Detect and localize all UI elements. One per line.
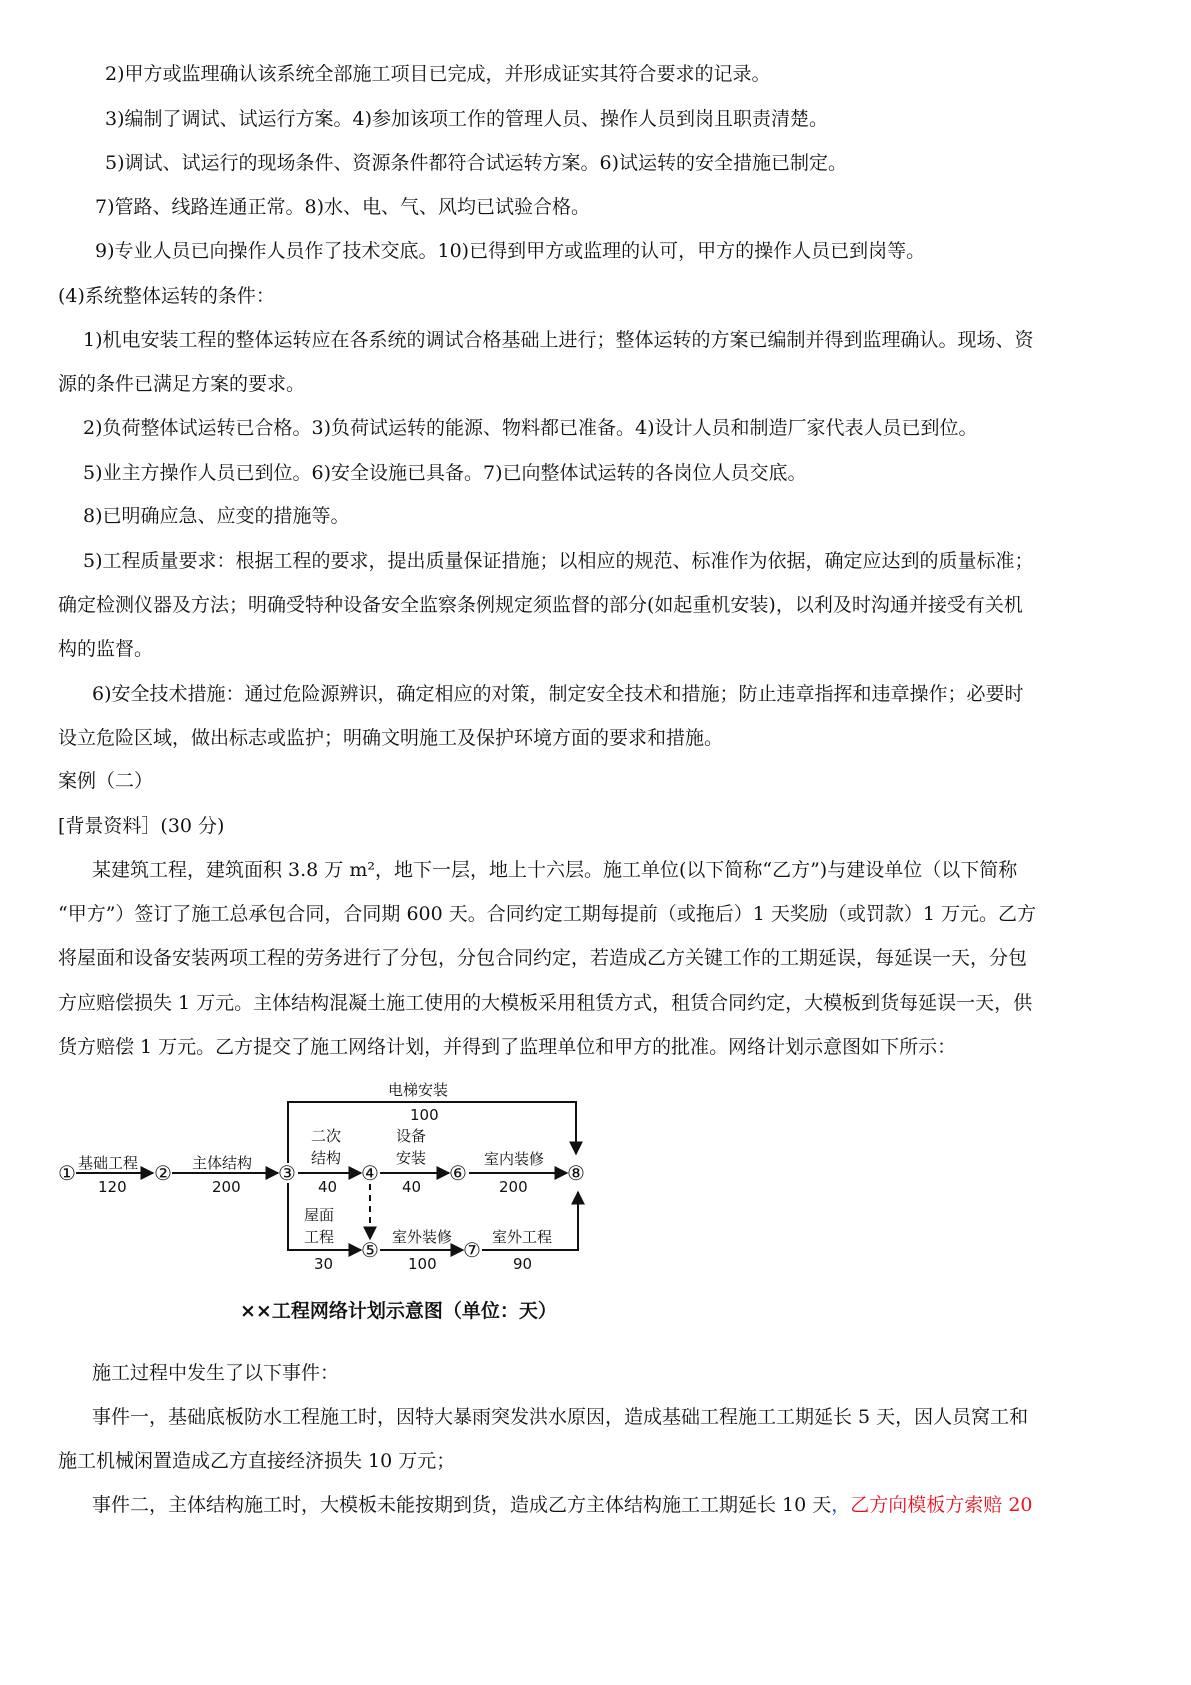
event-two-text: 事件二，主体结构施工时，大模板未能按期到货，造成乙方主体结构施工工期延长 10 天: [92, 1494, 832, 1516]
text-line: 源的条件已满足方案的要求。: [58, 373, 306, 395]
activity-duration: 200: [212, 1178, 241, 1196]
text-line: “甲方”）签订了施工总承包合同，合同期 600 天。合同约定工期每提前（或拖后）1 天奖励（或罚款）1 万元。乙方: [58, 903, 1037, 925]
text-line: 2)负荷整体试运转已合格。3)负荷试运转的能源、物料都已准备。4)设计人员和制造厂家代表人员已到位。: [83, 417, 978, 439]
text-line: 设立危险区域，做出标志或监护；明确文明施工及保护环境方面的要求和措施。: [58, 727, 724, 749]
node-1: ①: [58, 1161, 76, 1185]
activity-label: 二次: [311, 1127, 342, 1145]
node-6: ⑥: [449, 1161, 467, 1185]
text-line: 5)调试、试运行的现场条件、资源条件都符合试运转方案。6)试运转的安全措施已制定。: [105, 152, 848, 174]
diagram-caption: ××工程网络计划示意图（单位：天）: [240, 1300, 557, 1322]
activity-duration: 30: [314, 1255, 334, 1273]
text-line: 货方赔偿 1 万元。乙方提交了施工网络计划，并得到了监理单位和甲方的批准。网络计划示意图如下所示：: [58, 1036, 957, 1058]
text-line: 5)业主方操作人员已到位。6)安全设施已具备。7)已向整体试运转的各岗位人员交底。: [83, 462, 807, 484]
text-line: 6)安全技术措施：通过危险源辨识，确定相应的对策，制定安全技术和措施；防止违章指挥和违章操作；必要时: [92, 683, 1024, 705]
text-line: 9)专业人员已向操作人员作了技术交底。10)已得到甲方或监理的认可，甲方的操作人员已到岗等。: [95, 240, 926, 262]
text-line: 某建筑工程，建筑面积 3.8 万 m²，地下一层，地上十六层。施工单位(以下简称“乙方”)与建设单位（以下简称: [92, 859, 1018, 881]
activity-label: 设备: [396, 1127, 427, 1145]
text-line: 8)已明确应急、应变的措施等。: [83, 505, 350, 527]
blue-comma: ，: [831, 1494, 851, 1516]
text-line: 3)编制了调试、试运行方案。4)参加该项工作的管理人员、操作人员到岗且职责清楚。: [105, 108, 829, 130]
activity-duration: 100: [408, 1255, 437, 1273]
node-5: ⑤: [361, 1238, 379, 1262]
text-line: 5)工程质量要求：根据工程的要求，提出质量保证措施；以相应的规范、标准作为依据，确定应达到的质量标准；: [83, 550, 1034, 572]
text-line: 施工机械闲置造成乙方直接经济损失 10 万元；: [58, 1450, 456, 1472]
activity-label: 基础工程: [78, 1154, 139, 1172]
text-line: 1)机电安装工程的整体运转应在各系统的调试合格基础上进行；整体运转的方案已编制并得到监理确认。现场、资: [83, 329, 1034, 351]
activity-label: 工程: [304, 1228, 335, 1246]
activity-label: 屋面: [304, 1206, 335, 1224]
node-8: ⑧: [567, 1161, 585, 1185]
node-2: ②: [154, 1161, 172, 1185]
activity-duration: 120: [98, 1178, 127, 1196]
activity-label: 电梯安装: [388, 1081, 449, 1099]
text-line: 施工过程中发生了以下事件：: [92, 1362, 340, 1384]
node-3: ③: [278, 1161, 296, 1185]
section-heading: (4)系统整体运转的条件：: [58, 285, 275, 307]
text-line: 事件一，基础底板防水工程施工时，因特大暴雨突发洪水原因，造成基础工程施工工期延长 5 天，因人员窝工和: [92, 1406, 1029, 1428]
activity-label: 结构: [311, 1149, 342, 1167]
text-line: [92, 1492, 1033, 1518]
activity-label: 室外装修: [392, 1228, 453, 1246]
activity-duration: 40: [318, 1178, 338, 1196]
text-line: 2)甲方或监理确认该系统全部施工项目已完成，并形成证实其符合要求的记录。: [105, 63, 771, 85]
activity-duration: 90: [513, 1255, 533, 1273]
text-line: 方应赔偿损失 1 万元。主体结构混凝土施工使用的大模板采用租赁方式，租赁合同约定，大模板到货每延误一天，供: [58, 992, 1033, 1014]
case-title: 案例（二）: [58, 770, 154, 792]
node-4: ④: [361, 1161, 379, 1185]
background-heading: [背景资料］(30 分): [58, 815, 225, 837]
activity-label: 主体结构: [192, 1154, 253, 1172]
network-diagram: [58, 1072, 658, 1322]
highlighted-text: 乙方向模板方索赔 20: [850, 1494, 1033, 1516]
activity-duration: 40: [402, 1178, 422, 1196]
activity-duration: 100: [410, 1106, 439, 1124]
text-line: 7)管路、线路连通正常。8)水、电、气、风均已试验合格。: [95, 196, 591, 218]
text-line: 确定检测仪器及方法；明确受特种设备安全监察条例规定须监督的部分(如起重机安装)，以利及时沟通并接受有关机: [58, 594, 1023, 616]
activity-label: 室内装修: [484, 1150, 545, 1168]
activity-duration: 200: [499, 1178, 528, 1196]
node-7: ⑦: [463, 1238, 481, 1262]
text-line: 将屋面和设备安装两项工程的劳务进行了分包，分包合同约定，若造成乙方关键工作的工期延误，每延误一天，分包: [58, 947, 1028, 969]
activity-label: 室外工程: [492, 1228, 553, 1246]
text-line: 构的监督。: [58, 638, 154, 660]
activity-label: 安装: [396, 1149, 427, 1167]
